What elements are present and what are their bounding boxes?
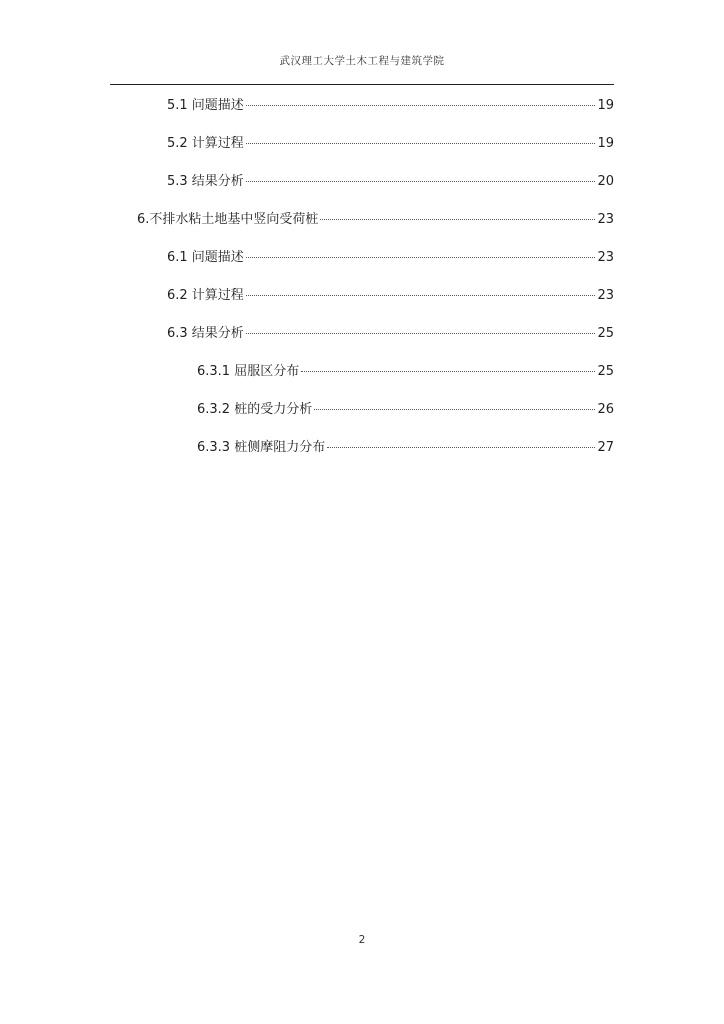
toc-entry-label: 6.2 计算过程 [167,288,244,303]
toc-dot-leader [314,409,595,410]
toc-entry-label: 6.3.2 桩的受力分析 [197,402,313,417]
toc-entry-page: 23 [597,250,614,265]
toc-entry-page: 19 [597,98,614,113]
toc-entry-page: 20 [597,174,614,189]
toc-entry-page: 27 [597,440,614,455]
toc-entry-label: 6.3.1 屈服区分布 [197,364,300,379]
header-divider [110,84,614,85]
toc-entry-6-3-3[interactable] [197,438,614,458]
page-number: 2 [358,934,366,946]
toc-entry-6-3[interactable] [167,324,614,344]
toc-dot-leader [327,447,595,448]
toc-entry-5-2[interactable] [167,134,614,154]
page-header-title: 武汉理工大学土木工程与建筑学院 [279,55,445,67]
toc-entry-6-1[interactable] [167,248,614,268]
toc-entry-6-3-2[interactable] [197,400,614,420]
toc-entry-6-3-1[interactable] [197,362,614,382]
toc-entry-6-2[interactable] [167,286,614,306]
toc-dot-leader [301,371,595,372]
toc-dot-leader [246,105,596,106]
toc-dot-leader [246,181,596,182]
toc-entry-page: 25 [597,364,614,379]
toc-entry-page: 19 [597,136,614,151]
toc-dot-leader [246,143,596,144]
toc-dot-leader [246,295,596,296]
toc-entry-page: 23 [597,212,614,227]
toc-entry-label: 6.3.3 桩侧摩阻力分布 [197,440,326,455]
toc-dot-leader [246,333,596,334]
toc-entry-label: 6.3 结果分析 [167,326,244,341]
toc-entry-label: 6.不排水粘土地基中竖向受荷桩 [137,212,319,227]
toc-dot-leader [246,257,596,258]
toc-entry-5-3[interactable] [167,172,614,192]
toc-entry-label: 5.2 计算过程 [167,136,244,151]
toc-entry-label: 5.1 问题描述 [167,98,244,113]
toc-entry-label: 6.1 问题描述 [167,250,244,265]
toc-entry-5-1[interactable] [167,96,614,116]
toc-entry-6[interactable] [137,210,614,230]
toc-dot-leader [320,219,595,220]
toc-entry-page: 23 [597,288,614,303]
toc-entry-page: 25 [597,326,614,341]
toc-entry-label: 5.3 结果分析 [167,174,244,189]
toc-entry-page: 26 [597,402,614,417]
